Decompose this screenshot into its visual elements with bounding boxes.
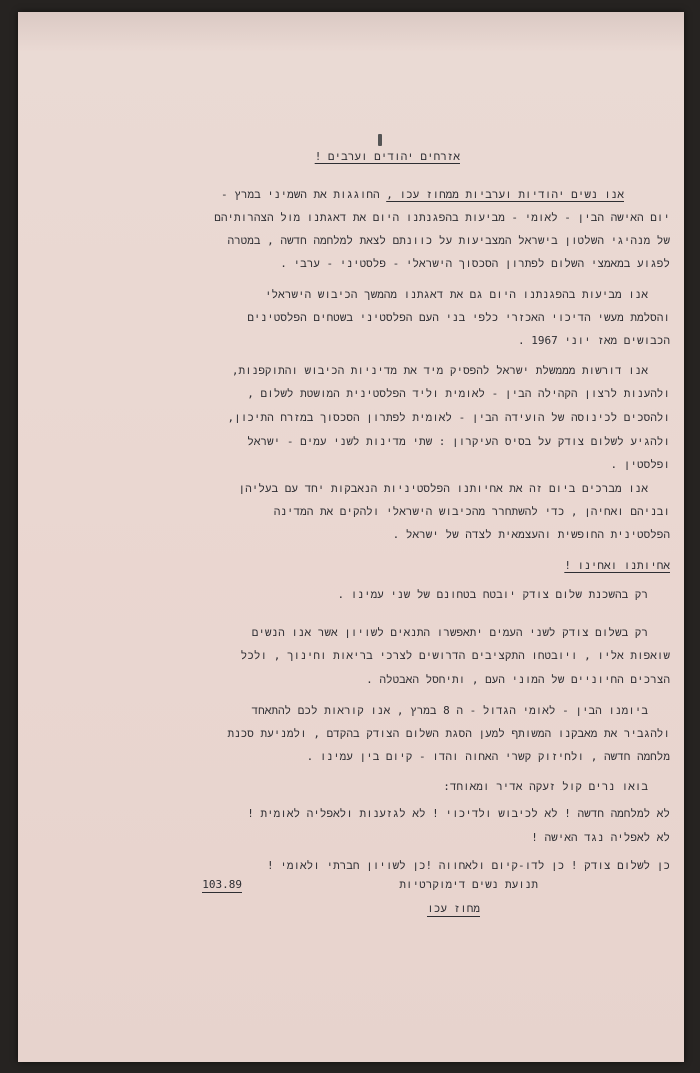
call-to-action: בואו נרים קול זעקה אדיר ומאוחד: — [443, 780, 648, 793]
para4-line1: אנו מברכים ביום זה את אחיותנו הפלסטיניות הנאבקות יחד עם בעליהן — [238, 482, 648, 495]
slogan-line3: כן לשלום צודק ! כן לדו-קיום ולאחווה !כן לשויון חברתי ולאומי ! — [267, 859, 670, 872]
para7-line1: ביומנו הבין - לאומי הגדול - ה 8 במרץ , אנו קוראות לכם להתאחד — [251, 704, 648, 717]
para2-line2: והסלמת מעשי הדיכוי האכזרי כלפי בני העם הפלסטיני בשטחים הפלסטינים — [247, 311, 670, 324]
signature-branch-text: מחוז עכו — [427, 902, 480, 915]
para1-line3: של מנהיגי השלטון בישראל המצביעות על כוונתם לצאת למלחמה חדשה , במטרה — [227, 234, 670, 247]
slogan-line1: לא למלחמה חדשה ! לא לכיבוש ולדיכוי ! לא לגזענות ולאפליה לאומית ! — [247, 807, 670, 820]
para1-line1 — [221, 183, 624, 207]
para3-line3: ולהסכים לכינוסה של הועידה הבין - לאומית לפתרון הסכסוך במזרח התיכון, — [227, 411, 670, 424]
para6-line2: שואפות אליו , ויובטחו התקציבים הדרושים לצרכי בריאות וחינוך , ולכל — [240, 649, 670, 662]
para7-line3: מלחמה חדשה , ולחיזוק קשרי האחוה והדו - קיום בין עמינו . — [306, 750, 670, 763]
document-sheet — [18, 12, 684, 1062]
para2-line3: הכבושים מאז יוני 1967 . — [517, 334, 670, 347]
slogan-line2: לא לאפליה נגד האישה ! — [531, 831, 670, 844]
para3-line5: ופלסטין . — [610, 458, 670, 471]
signature-org: תנועת נשים דימוקרטיות — [399, 878, 538, 891]
para1-line1-start: אנו נשים יהודיות וערביות ממחוז עכו , — [386, 188, 624, 201]
para2-line1: אנו מביעות בהפגנתנו היום גם את דאגתנו מהמשך הכיבוש הישראלי — [264, 288, 648, 301]
para6-line3: הצרכים החיוניים של המוני העם , ותיחסל האבטלה . — [366, 673, 670, 686]
doc-code — [202, 873, 242, 897]
paper-crease — [18, 12, 684, 52]
signature-branch — [427, 897, 480, 921]
para3-line2: ולהענות לרצון הקהילה הבין - לאומית וליד הפלסטינית המושטת לשלום , — [247, 387, 670, 400]
para4-line2: ובניהם ואחיהן , כדי להשתחרר מהכיבוש הישראלי ולהקים את המדינה — [273, 505, 670, 518]
para4-line3: הפלסטינית החופשית והעצמאית לצדה של ישראל . — [392, 528, 670, 541]
para7-line2: ולהגביר את מאבקנו המשותף למען הסגת השלום הצודק בהקדם , ולמניעת סכנת — [227, 727, 670, 740]
para3-line1: אנו דורשות מממשלת ישראל להפסיק מיד את מדיניות הכיבוש והתוקפנות, — [231, 364, 648, 377]
para1-line4: לפגוע במאמצי השלום לפתרון הסכסוך הישראלי - פלסטיני - ערבי . — [280, 257, 670, 270]
heading: אזרחים יהודים וערבים ! — [314, 150, 460, 163]
para6-line1: רק בשלום צודק לשני העמים יתאפשרו התנאים לשויון אשר אנו הנשים — [251, 626, 648, 639]
para1-line1-end: החוגגות את השמיני במרץ - — [221, 188, 380, 201]
para5: רק בהשכנת שלום צודק יובטח בטחונם של שני עמינו . — [337, 588, 648, 601]
doc-code-text: 103.89 — [202, 878, 242, 891]
subheading: אחיותנו ואחינו ! — [564, 559, 670, 572]
para3-line4: ולהגיע לשלום צודק על בסיס העיקרון : שתי מדינות לשני עמים - ישראל — [247, 435, 670, 448]
para1-line2: יום האישה הבין - לאומי - מביעות בהפגנתנו היום את דאגתנו מול הצהרותיהם — [214, 211, 670, 224]
